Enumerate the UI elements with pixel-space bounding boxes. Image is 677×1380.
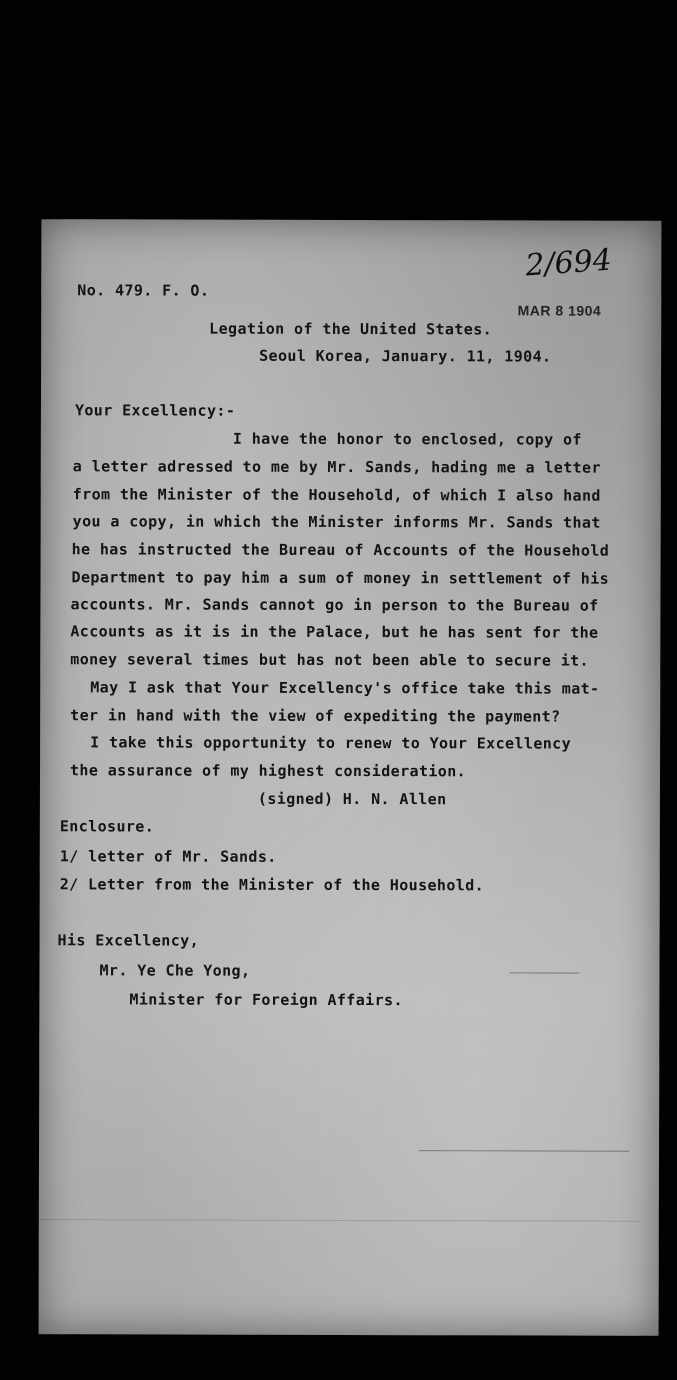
place-date: Seoul Korea, January. 11, 1904. [259,346,552,366]
reference-number: No. 479. F. O. [77,281,210,300]
body-line: May I ask that Your Excellency's office take this mat- [90,678,600,698]
body-line: ter in hand with the view of expediting the payment? [70,706,561,726]
body-line: a letter adressed to me by Mr. Sands, hading me a letter [72,457,601,477]
addressee-line: Minister for Foreign Affairs. [129,990,403,1010]
addressee-line: Mr. Ye Che Yong, [99,961,251,980]
body-line: the assurance of my highest consideration. [69,761,467,781]
body-line: from the Minister of the Household, of which I also hand [72,485,601,505]
letter-page [39,219,662,1336]
sender-heading: Legation of the United States. [209,319,493,339]
divider [39,1219,639,1222]
body-line: Accounts as it is in the Palace, but he has sent for the [70,622,599,642]
enclosure-item: 1/ letter of Mr. Sands. [59,847,277,866]
body-line: you a copy, in which the Minister informs Mr. Sands that [72,512,601,532]
body-line: he has instructed the Bureau of Accounts of the Household [71,540,610,560]
body-line: I have the honor to enclosed, copy of [232,429,582,449]
signature: (signed) H. N. Allen [257,789,447,809]
body-line: Department to pay him a sum of money in settlement of his [71,568,610,588]
received-stamp: MAR 8 1904 [517,302,602,319]
enclosure-item: 2/ Letter from the Minister of the Household. [59,875,485,895]
divider [419,1150,629,1152]
enclosure-heading: Enclosure. [59,817,155,836]
body-line: money several times but has not been able to secure it. [70,650,590,670]
file-number: 2/694 [523,242,613,284]
body-line: I take this opportunity to renew to Your Excellency [90,733,572,753]
salutation: Your Excellency:- [74,401,236,420]
body-line: accounts. Mr. Sands cannot go in person to the Bureau of [70,595,599,615]
addressee-line: His Excellency, [57,931,200,950]
divider [509,972,579,973]
